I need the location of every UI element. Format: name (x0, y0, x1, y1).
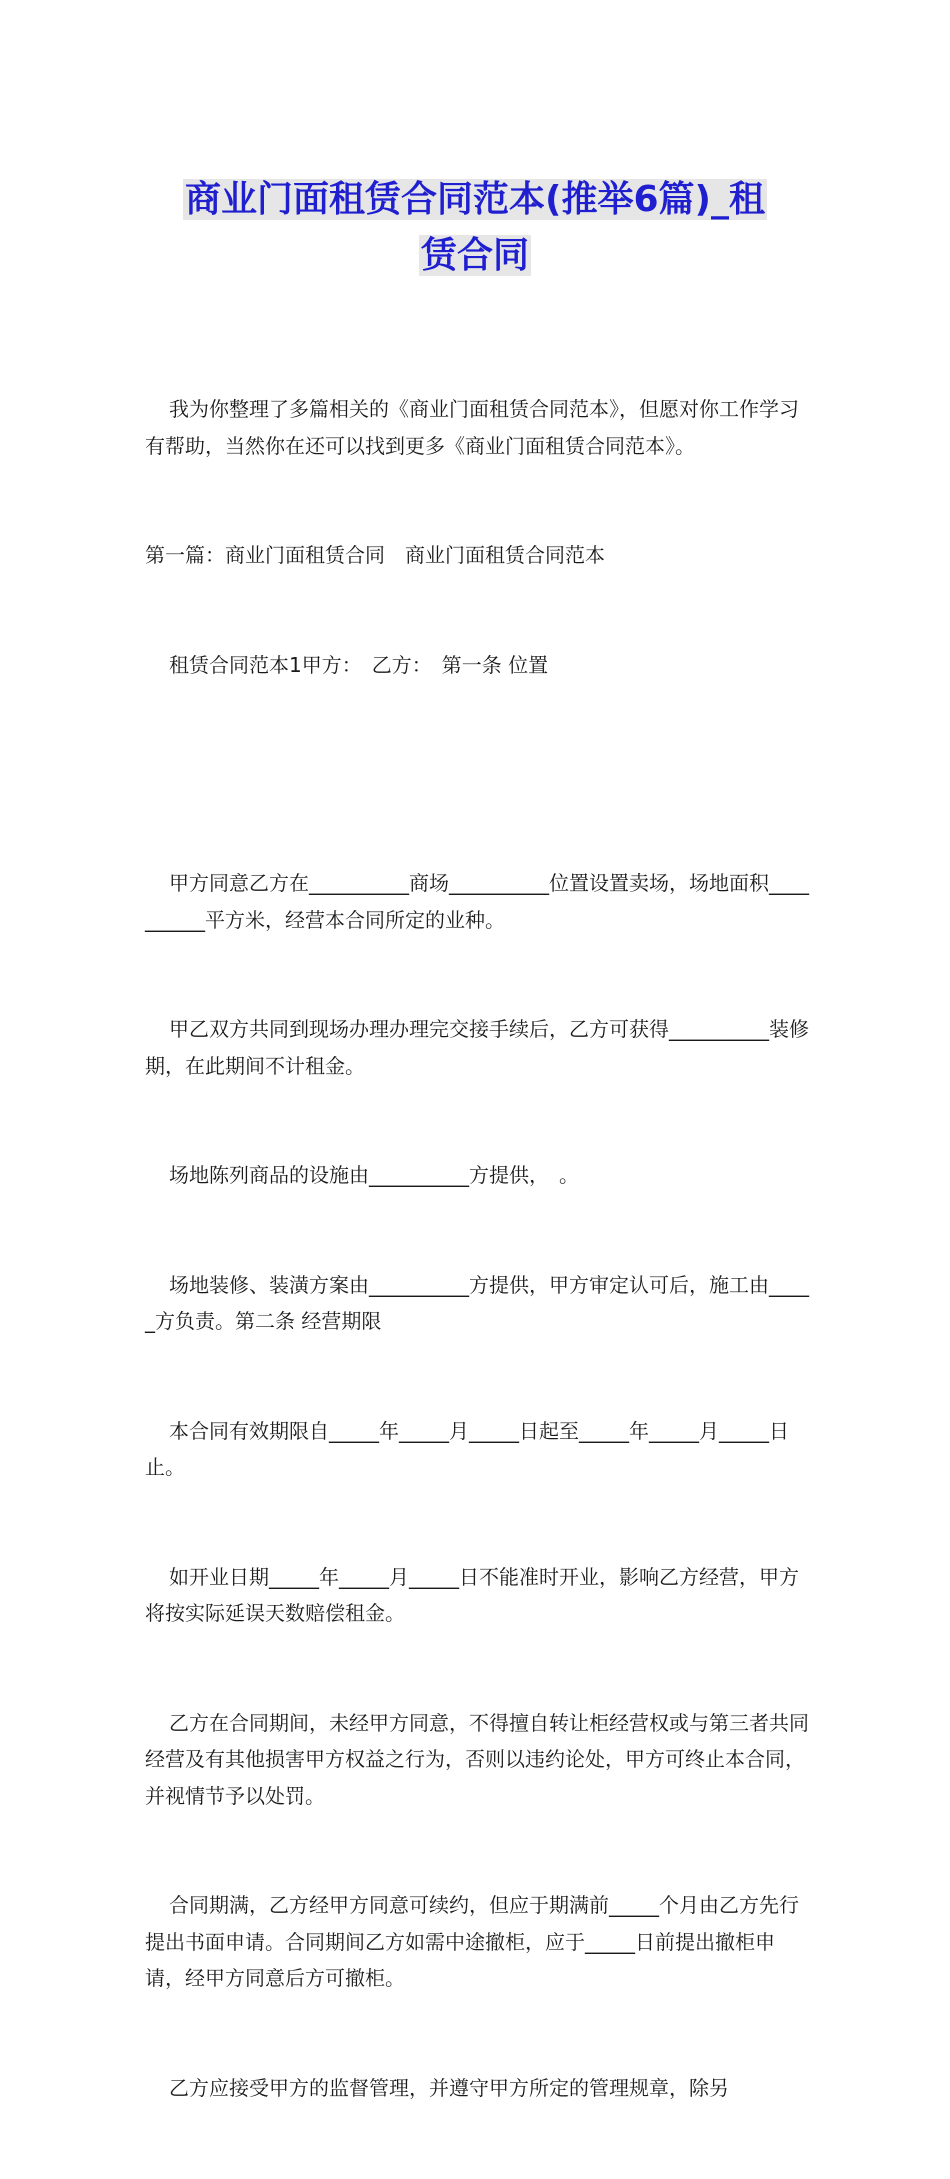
paragraph-renewal: 合同期满，乙方经甲方同意可续约，但应于期满前_____个月由乙方先行提出书面申请。合同期间乙方如需中途撤柜，应于_____日前提出撤柜申请，经甲方同意后方可撤柜。 (145, 1893, 799, 1990)
paragraph-transfer: 乙方在合同期间，未经甲方同意，不得擅自转让柜经营权或与第三者共同经营及有其他损害甲方权益之行为，否则以违约论处，甲方可终止本合同，并视情节予以处罚。 (145, 1710, 809, 1808)
paragraph-parties: 租赁合同范本1甲方： 乙方： 第一条 位置 (169, 652, 549, 677)
document-title (145, 172, 805, 284)
paragraph-facilities: 场地陈列商品的设施由__________方提供， 。 (169, 1163, 579, 1187)
paragraph-supervision: 乙方应接受甲方的监督管理，并遵守甲方所定的管理规章，除另 (169, 2075, 729, 2100)
title-line-1: 商业门面租赁合同范本(推举6篇)_租 (185, 179, 765, 220)
paragraph-opening-date: 如开业日期_____年_____月_____日不能准时开业，影响乙方经营，甲方将按实际延误天数赔偿租金。 (145, 1564, 799, 1625)
paragraph-section-heading: 第一篇：商业门面租赁合同 商业门面租赁合同范本 (145, 543, 605, 567)
title-line-2: 赁合同 (420, 235, 529, 276)
paragraph-decoration: 场地装修、装潢方案由__________方提供，甲方审定认可后，施工由_____方负责。第二条 经营期限 (145, 1272, 809, 1333)
paragraph-term: 本合同有效期限自_____年_____月_____日起至_____年_____月_____日止。 (145, 1418, 789, 1479)
paragraph-location: 甲方同意乙方在__________商场__________位置设置卖场，场地面积__________平方米，经营本合同所定的业种。 (145, 871, 809, 932)
paragraph-gap (145, 756, 810, 792)
paragraph-intro: 我为你整理了多篇相关的《商业门面租赁合同范本》，但愿对你工作学习有帮助，当然你在还可以找到更多《商业门面租赁合同范本》。 (145, 397, 799, 458)
document-body (145, 318, 810, 2179)
paragraph-handover: 甲乙双方共同到现场办理办理完交接手续后，乙方可获得__________装修期，在此期间不计租金。 (145, 1017, 809, 1078)
